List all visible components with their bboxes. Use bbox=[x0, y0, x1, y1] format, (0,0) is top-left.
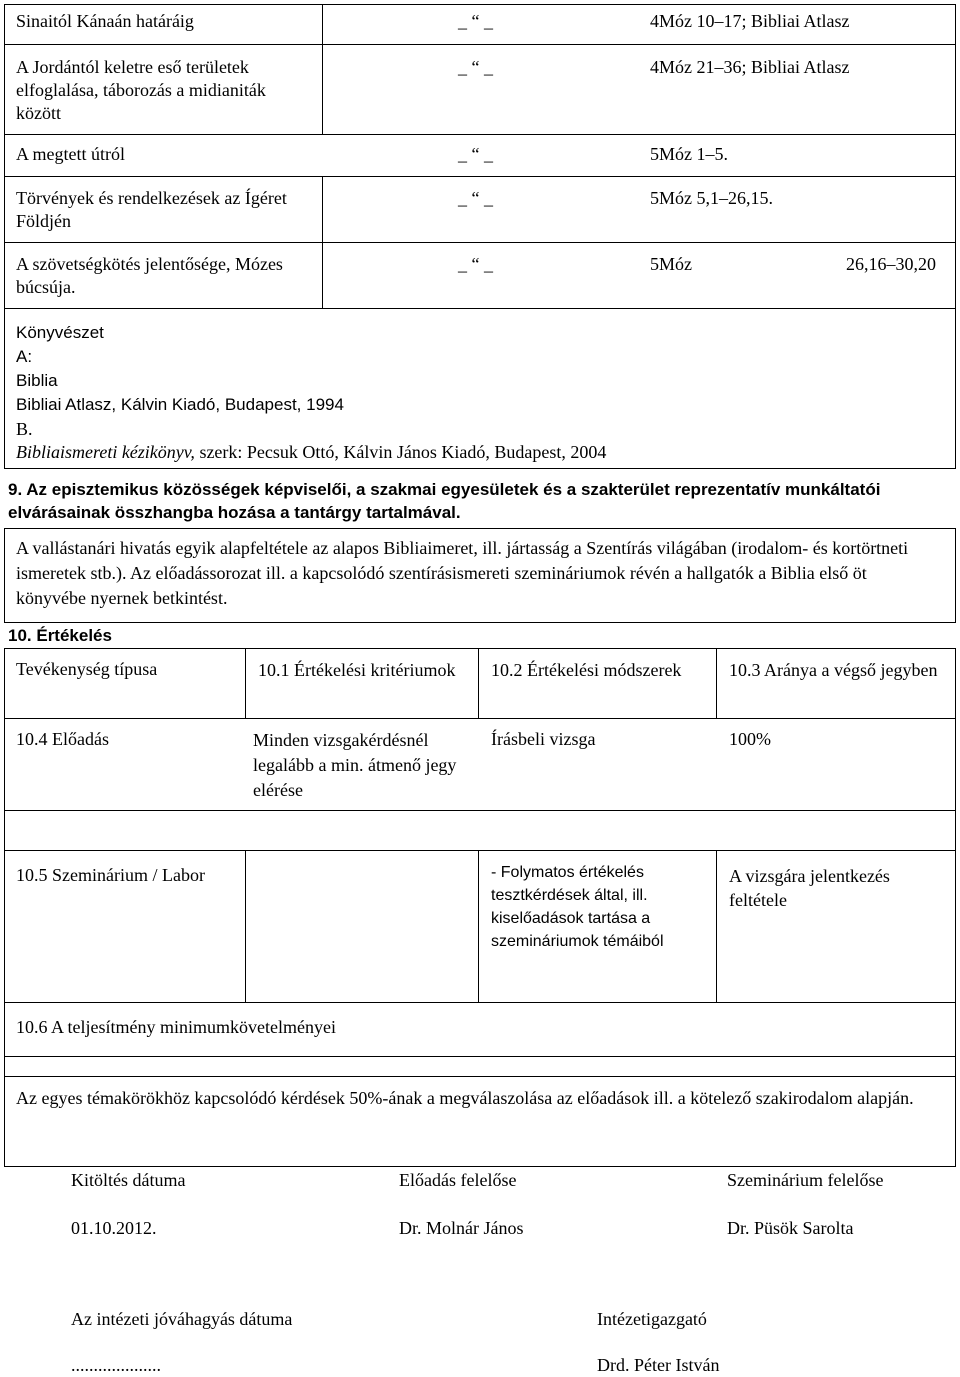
lecture-responsible-person: Dr. Molnár János bbox=[399, 1218, 524, 1238]
bibliography-item: Bibliai Atlasz, Kálvin Kiadó, Budapest, 1994 bbox=[16, 395, 344, 414]
row-type: 10.5 Szeminárium / Labor bbox=[16, 865, 205, 885]
bibliography-a-label: A: bbox=[16, 347, 33, 366]
column-header: 10.3 Aránya a végső jegyben bbox=[729, 660, 938, 680]
director-person: Drd. Péter István bbox=[597, 1355, 720, 1375]
topic-reference: 5Móz 5,1–26,15. bbox=[650, 188, 773, 208]
lecture-responsible-label: Előadás felelőse bbox=[399, 1170, 517, 1190]
seminar-responsible-label: Szeminárium felelőse bbox=[727, 1170, 884, 1190]
bibliography-b-label: B. bbox=[16, 419, 33, 439]
row-method: - Folymatos értékelés tesztkérdések által, ill. kiselőadások tartása a szemináriumok témáiból bbox=[491, 864, 664, 950]
bibliography-heading: Könyvészet bbox=[16, 323, 104, 342]
minimum-requirements-body: Az egyes témakörökhöz kapcsolódó kérdések 50%-ának a megválaszolása az előadások ill. a kötelező szakirodalom alapján. bbox=[16, 1088, 914, 1108]
ditto-mark: _ “ _ bbox=[458, 57, 493, 77]
topic-title: A szövetségkötés jelentősége, Mózes búcsúja. bbox=[16, 254, 283, 297]
row-ratio: A vizsgára jelentkezés feltétele bbox=[729, 866, 890, 910]
column-header: 10.2 Értékelési módszerek bbox=[491, 660, 682, 680]
section-10-heading: 10. Értékelés bbox=[8, 626, 112, 645]
row-method: Írásbeli vizsga bbox=[491, 729, 596, 749]
topic-title: A megtett útról bbox=[16, 144, 125, 164]
topic-reference: 5Móz bbox=[650, 254, 692, 274]
section-9-body: A vallástanári hivatás egyik alapfeltétele az alapos Bibliaimeret, ill. jártasság a Szentírás világában (irodalom- és kortörtneti ismeretek stb.). Az előadássorozat ill. a kapcsolódó szentírásismereti szemináriumok révén a hallgatók a Biblia első öt könyvébe nyernek betkintést. bbox=[16, 538, 909, 608]
column-header: 10.1 Értékelési kritériumok bbox=[258, 660, 456, 680]
topic-reference: 4Móz 10–17; Bibliai Atlasz bbox=[650, 11, 850, 31]
topic-reference: 4Móz 21–36; Bibliai Atlasz bbox=[650, 57, 850, 77]
ditto-mark: _ “ _ bbox=[458, 188, 493, 208]
topic-title: Törvények és rendelkezések az Ígéret Földjén bbox=[16, 188, 287, 231]
topic-reference-range: 26,16–30,20 bbox=[846, 254, 936, 274]
row-criteria: Minden vizsgakérdésnél legalább a min. átmenő jegy elérése bbox=[253, 730, 457, 800]
minimum-requirements-heading: 10.6 A teljesítmény minimumkövetelményei bbox=[16, 1017, 336, 1037]
ditto-mark: _ “ _ bbox=[458, 144, 493, 164]
director-label: Intézetigazgató bbox=[597, 1309, 707, 1329]
fill-date-label: Kitöltés dátuma bbox=[71, 1170, 186, 1190]
topic-title: Sinaitól Kánaán határáig bbox=[16, 11, 194, 31]
bibliography-item-b bbox=[16, 441, 606, 464]
fill-date: 01.10.2012. bbox=[71, 1218, 157, 1238]
topic-title: A Jordántól keletre eső területek elfoglalása, táborozás a midianiták között bbox=[16, 57, 266, 123]
row-type: 10.4 Előadás bbox=[16, 729, 109, 749]
column-header: Tevékenység típusa bbox=[16, 659, 158, 679]
seminar-responsible-person: Dr. Püsök Sarolta bbox=[727, 1218, 854, 1238]
ditto-mark: _ “ _ bbox=[458, 11, 493, 31]
topic-reference: 5Móz 1–5. bbox=[650, 144, 728, 164]
section-9-heading: 9. Az episztemikus közösségek képviselői, a szakmai egyesületek és a szakterület reprezentatív munkáltatói elvárásainak összhangba hozása a tantárgy tartalmával. bbox=[8, 480, 881, 522]
approval-date: .................... bbox=[71, 1355, 161, 1375]
ditto-mark: _ “ _ bbox=[458, 254, 493, 274]
approval-date-label: Az intézeti jóváhagyás dátuma bbox=[71, 1309, 293, 1329]
bibliography-item: Biblia bbox=[16, 371, 58, 390]
book-details: szerk: Pecsuk Ottó, Kálvin János Kiadó, Budapest, 2004 bbox=[194, 442, 607, 462]
book-title: Bibliaismereti kézikönyv, bbox=[16, 442, 195, 462]
row-ratio: 100% bbox=[729, 729, 771, 749]
